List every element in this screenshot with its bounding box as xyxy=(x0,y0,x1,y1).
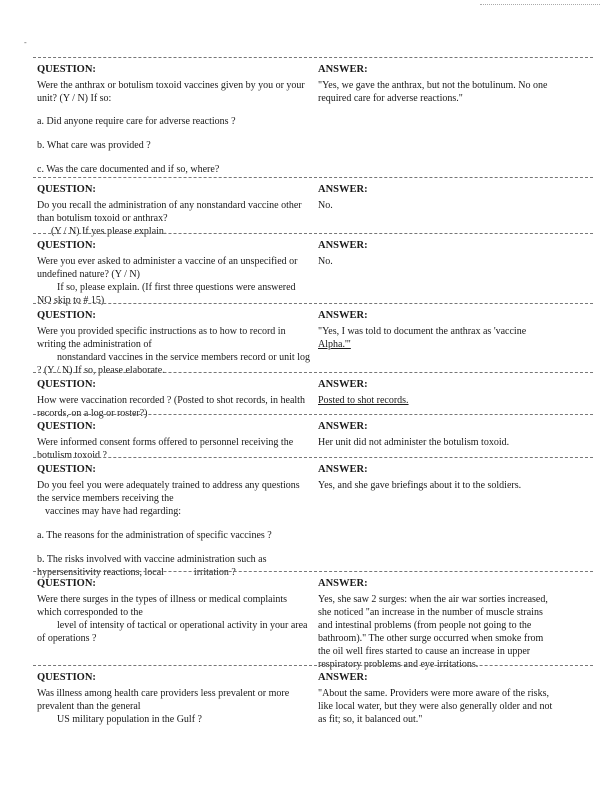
answer-line: Her unit did not administer the botulism toxoid. xyxy=(318,437,510,448)
question-line: level of intensity of tactical or operational activity in your area xyxy=(57,620,308,631)
question-line: unit? (Y / N) If so: xyxy=(37,93,112,104)
answer-header: ANSWER: xyxy=(318,184,368,195)
answer-column xyxy=(318,63,573,105)
question-header: QUESTION: xyxy=(37,421,96,432)
question-line: of operations ? xyxy=(37,633,97,644)
question-line: Were the anthrax or botulism toxoid vaccines given by you or your xyxy=(37,80,305,91)
answer-column xyxy=(318,309,573,351)
question-column xyxy=(37,420,312,462)
answer-line: like local water, but they were also generally older and not xyxy=(318,701,553,712)
answer-column xyxy=(318,239,573,268)
answer-line: and intestinal problems (from people not going to the xyxy=(318,620,532,631)
question-line: If so, please explain. (If first three questions were answered xyxy=(57,282,296,293)
answer-line: the oil well fires started to cause an increase in upper xyxy=(318,646,531,657)
divider xyxy=(33,414,593,415)
answer-column xyxy=(318,671,573,726)
question-line: prevalent than the general xyxy=(37,701,141,712)
answer-line: she noticed "an increase in the number of muscle strains xyxy=(318,607,543,618)
answer-line: "Yes, I was told to document the anthrax as 'vaccine xyxy=(318,326,527,337)
question-line: Do you recall the administration of any nonstandard vaccine other xyxy=(37,200,302,211)
question-line: vaccines may have had regarding: xyxy=(45,506,182,517)
answer-column xyxy=(318,378,573,407)
divider xyxy=(33,177,593,178)
question-column xyxy=(37,309,312,377)
answer-line: as fit; so, it balanced out." xyxy=(318,714,423,725)
question-header: QUESTION: xyxy=(37,578,96,589)
answer-line: bathroom)." The other surge occurred when smoke from xyxy=(318,633,544,644)
divider xyxy=(33,665,593,666)
question-line: records, on a log or roster?) xyxy=(37,408,148,419)
stray-mark: - xyxy=(24,38,27,47)
sub-question-a: a. The reasons for the administration of specific vaccines ? xyxy=(37,530,272,541)
answer-header: ANSWER: xyxy=(318,672,368,683)
question-header: QUESTION: xyxy=(37,379,96,390)
question-line: Were you provided specific instructions as to how to record in xyxy=(37,326,286,337)
answer-header: ANSWER: xyxy=(318,310,368,321)
question-line: US military population in the Gulf ? xyxy=(57,714,202,725)
scan-artifact-line xyxy=(480,4,600,5)
question-line: undefined nature? (Y / N) xyxy=(37,269,140,280)
question-line: nonstandard vaccines in the service members record or unit log xyxy=(57,352,310,363)
answer-column xyxy=(318,183,573,212)
answer-header: ANSWER: xyxy=(318,578,368,589)
question-column xyxy=(37,63,312,176)
answer-header: ANSWER: xyxy=(318,379,368,390)
question-header: QUESTION: xyxy=(37,672,96,683)
sub-question-a: a. Did anyone require care for adverse reactions ? xyxy=(37,116,236,127)
divider xyxy=(33,303,593,304)
question-line: Were you ever asked to administer a vaccine of an unspecified or xyxy=(37,256,298,267)
answer-line: No. xyxy=(318,256,333,267)
sub-question-c: c. Was the care documented and if so, where? xyxy=(37,164,220,175)
question-line: which corresponded to the xyxy=(37,607,143,618)
sub-question-b: b. What care was provided ? xyxy=(37,140,151,151)
answer-column xyxy=(318,577,573,671)
answer-line: Posted to shot records. xyxy=(318,395,409,406)
sub-question-b-cont: hypersensitivity reactions, local irritation ? xyxy=(37,567,236,578)
answer-header: ANSWER: xyxy=(318,421,368,432)
question-column xyxy=(37,239,312,307)
answer-header: ANSWER: xyxy=(318,240,368,251)
answer-line: Alpha.'" xyxy=(318,339,351,350)
question-line: NO skip to # 15) xyxy=(37,295,105,306)
question-line: Was illness among health care providers less prevalent or more xyxy=(37,688,290,699)
question-column xyxy=(37,577,312,645)
question-line: writing the administration of xyxy=(37,339,152,350)
answer-line: Yes, she saw 2 surges: when the air war sorties increased, xyxy=(318,594,548,605)
question-column xyxy=(37,463,312,579)
question-header: QUESTION: xyxy=(37,184,96,195)
question-column xyxy=(37,671,312,726)
question-header: QUESTION: xyxy=(37,310,96,321)
question-header: QUESTION: xyxy=(37,64,96,75)
question-line: ? (Y / N) If so, please elaborate. xyxy=(37,365,165,376)
divider xyxy=(33,571,593,572)
answer-line: "Yes, we gave the anthrax, but not the botulinum. No one xyxy=(318,80,548,91)
divider xyxy=(33,457,593,458)
question-line: Were informed consent forms offered to personnel receiving the xyxy=(37,437,294,448)
answer-header: ANSWER: xyxy=(318,64,368,75)
answer-column xyxy=(318,463,573,492)
sub-question-b: b. The risks involved with vaccine administration such as xyxy=(37,554,267,565)
answer-header: ANSWER: xyxy=(318,464,368,475)
question-column xyxy=(37,183,312,238)
question-line: How were vaccination recorded ? (Posted to shot records, in health xyxy=(37,395,305,406)
question-line: Were there surges in the types of illness or medical complaints xyxy=(37,594,288,605)
answer-line: "About the same. Providers were more aware of the risks, xyxy=(318,688,549,699)
question-line: than botulism toxoid or anthrax? xyxy=(37,213,168,224)
divider xyxy=(33,372,593,373)
divider xyxy=(33,233,593,234)
question-line: the service members receiving the xyxy=(37,493,174,504)
question-line: Do you feel you were adequately trained to address any questions xyxy=(37,480,300,491)
question-line: (Y / N) If yes please explain. xyxy=(51,226,167,237)
question-line: botulism toxoid ? xyxy=(37,450,107,461)
answer-column xyxy=(318,420,573,449)
question-header: QUESTION: xyxy=(37,464,96,475)
question-header: QUESTION: xyxy=(37,240,96,251)
answer-line: respiratory problems and eye irritations. xyxy=(318,659,479,670)
answer-line: Yes, and she gave briefings about it to the soldiers. xyxy=(318,480,522,491)
answer-line: required care for adverse reactions." xyxy=(318,93,463,104)
divider xyxy=(33,57,593,58)
answer-line: No. xyxy=(318,200,333,211)
